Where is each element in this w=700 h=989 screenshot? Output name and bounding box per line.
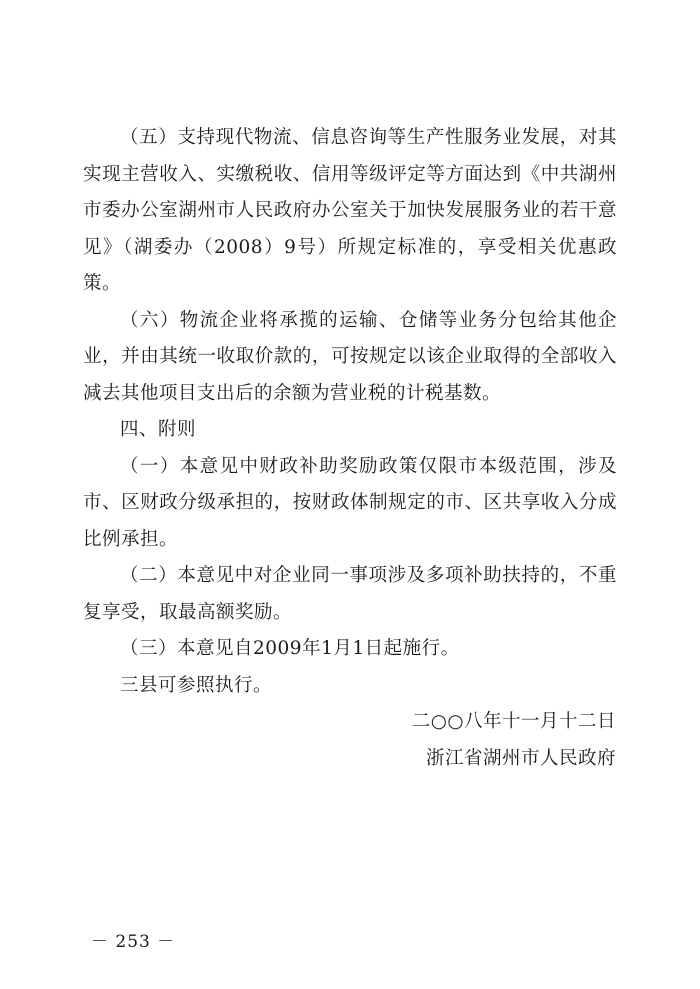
paragraph-fiscal-scope: （一）本意见中财政补助奖励政策仅限市本级范围，涉及市、区财政分级承担的，按财政体制规定的市、区共享收入分成比例承担。 <box>83 455 617 550</box>
issuing-authority: 浙江省湖州市人民政府 <box>425 747 616 769</box>
signature-block <box>412 704 616 777</box>
document-body <box>83 120 617 704</box>
paragraph-subcontracting: （六）物流企业将承揽的运输、仓储等业务分包给其他企业，并由其统一收取价款的，可按规定以该企业取得的全部收入减去其他项目支出后的余额为营业税的计税基数。 <box>83 309 617 404</box>
paragraph-no-duplicate: （二）本意见中对企业同一事项涉及多项补助扶持的，不重复享受，取最高额奖励。 <box>83 565 617 623</box>
paragraph-effective-date: （三）本意见自2009年1月1日起施行。 <box>120 638 460 659</box>
paragraph-support-logistics: （五）支持现代物流、信息咨询等生产性服务业发展，对其实现主营收入、实缴税收、信用等级评定等方面达到《中共湖州市委办公室湖州市人民政府办公室关于加快发展服务业的若干意见》（湖委办（2008）9号）所规定标准的，享受相关优惠政策。 <box>83 127 617 294</box>
issue-date: 二○○八年十一月十二日 <box>411 711 616 732</box>
page-number: － 253 － <box>91 932 176 952</box>
section-heading-supplementary: 四、附则 <box>120 419 197 440</box>
paragraph-counties: 三县可参照执行。 <box>120 674 273 696</box>
